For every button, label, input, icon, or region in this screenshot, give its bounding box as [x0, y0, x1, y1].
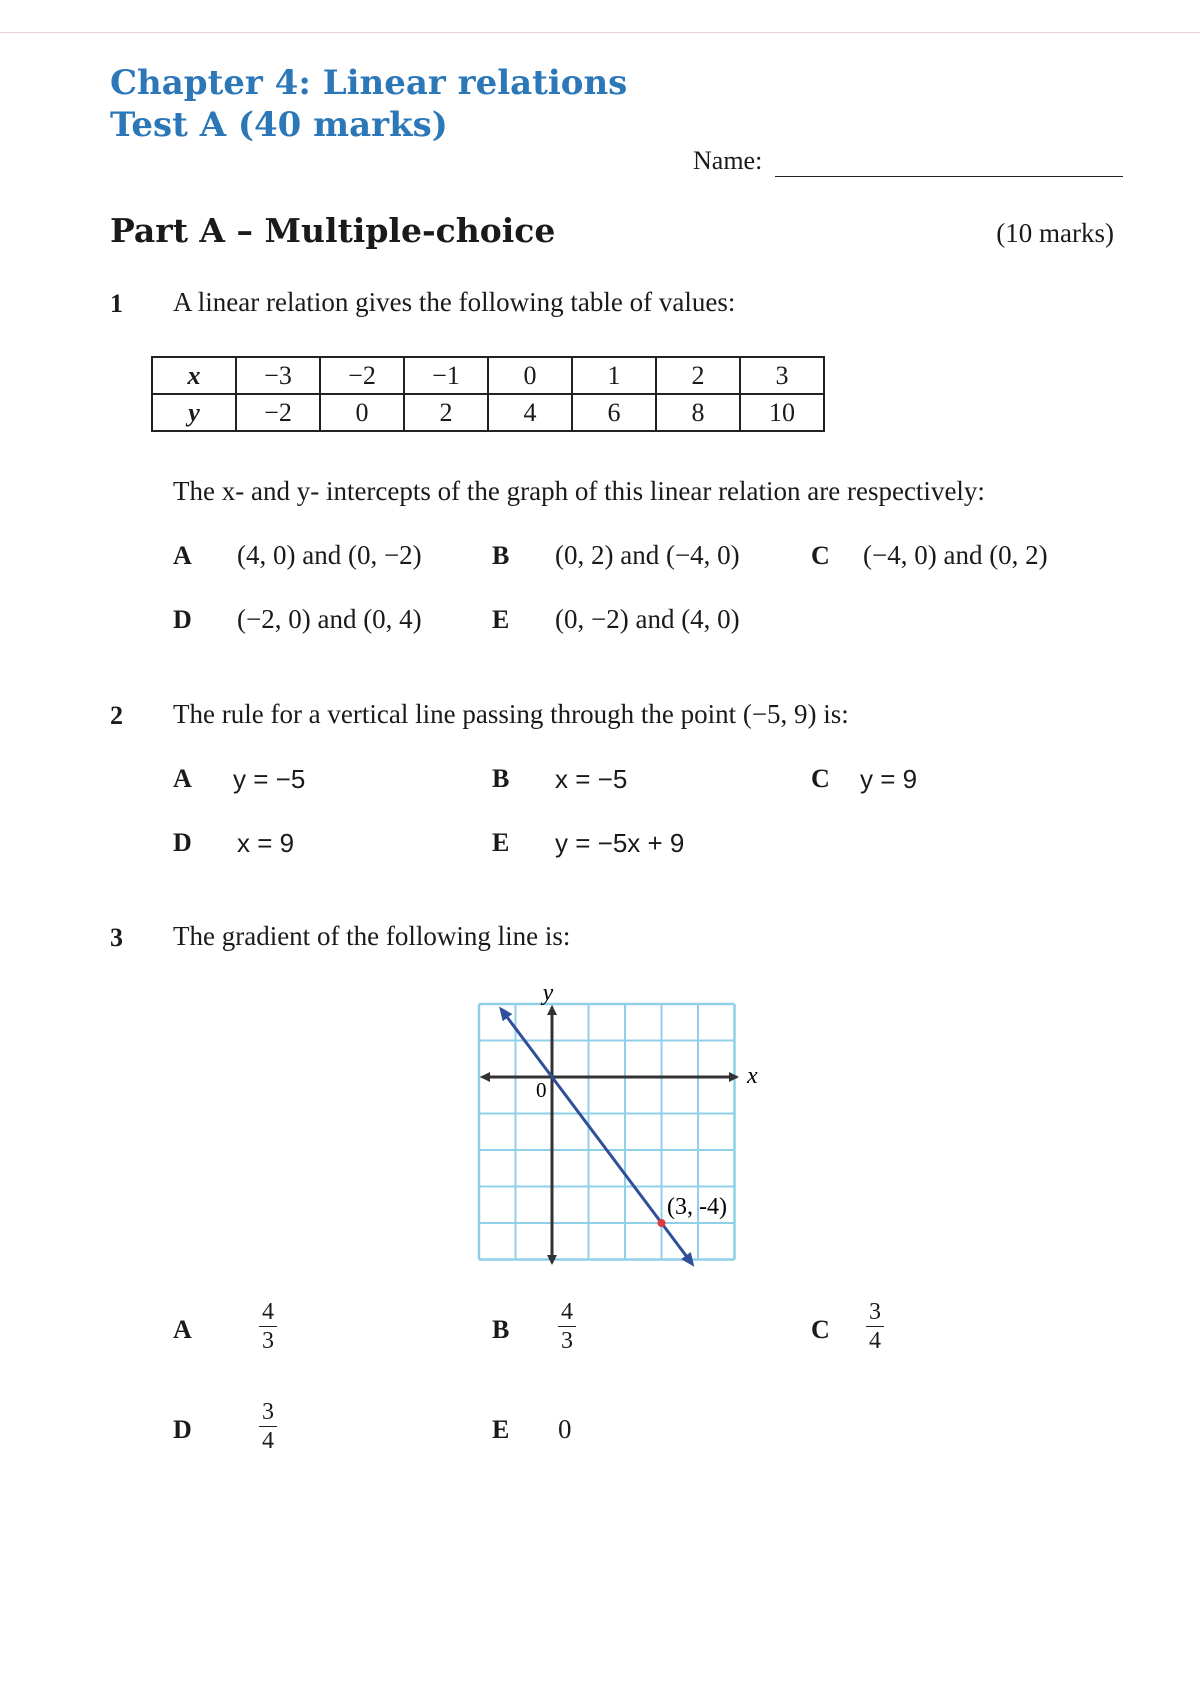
question-number-3: 3 — [110, 923, 123, 952]
plotted-line-arrow-up — [501, 1009, 552, 1077]
fraction-numerator: 4 — [561, 1299, 573, 1325]
fraction-denominator: 3 — [558, 1326, 576, 1355]
option-2c[interactable]: y = 9 — [860, 764, 918, 794]
question-text-2: The rule for a vertical line passing through the point (−5, 9) is: — [173, 699, 849, 729]
option-3c[interactable] — [866, 1298, 884, 1355]
option-3e[interactable]: 0 — [558, 1414, 572, 1444]
question-text-3: The gradient of the following line is: — [173, 921, 571, 951]
fraction-numerator: 3 — [869, 1299, 881, 1325]
top-divider — [0, 32, 1200, 33]
option-letter-2e: E — [492, 828, 510, 857]
option-letter-1c: C — [811, 541, 830, 570]
test-title: Test A (40 marks) — [110, 105, 448, 145]
option-letter-2d: D — [173, 828, 192, 857]
fraction-denominator: 4 — [259, 1426, 277, 1455]
option-3a[interactable] — [259, 1298, 277, 1355]
x-axis-label: x — [747, 1063, 758, 1089]
table-row — [152, 357, 824, 394]
option-letter-3e: E — [492, 1415, 510, 1444]
chapter-title: Chapter 4: Linear relations — [110, 63, 628, 103]
option-letter-3d: D — [173, 1415, 192, 1444]
table-cell: 0 — [320, 394, 404, 431]
table-header-x: x — [152, 357, 236, 394]
name-label: Name: — [693, 146, 763, 175]
table-cell: −1 — [404, 357, 488, 394]
table-header-y: y — [152, 394, 236, 431]
table-cell: 4 — [488, 394, 572, 431]
option-letter-1d: D — [173, 605, 192, 634]
option-letter-2a: A — [173, 764, 192, 793]
option-letter-1b: B — [492, 541, 510, 570]
table-cell: 2 — [656, 357, 740, 394]
option-letter-1a: A — [173, 541, 192, 570]
graph-grid — [479, 1004, 735, 1260]
table-cell: −3 — [236, 357, 320, 394]
question-text-1: A linear relation gives the following table of values: — [173, 287, 736, 317]
option-2d[interactable]: x = 9 — [237, 828, 295, 858]
option-2b[interactable]: x = −5 — [555, 764, 628, 794]
table-cell: −2 — [236, 394, 320, 431]
table-cell: 2 — [404, 394, 488, 431]
option-letter-3b: B — [492, 1315, 510, 1344]
values-table — [151, 356, 825, 432]
option-letter-1e: E — [492, 605, 510, 634]
option-letter-3c: C — [811, 1315, 830, 1344]
option-3d[interactable] — [259, 1398, 277, 1455]
option-1b[interactable]: (0, 2) and (−4, 0) — [555, 540, 740, 570]
part-heading: Part A – Multiple-choice — [110, 211, 556, 250]
line-graph — [470, 975, 770, 1275]
fraction-numerator: 4 — [262, 1299, 274, 1325]
name-field[interactable] — [775, 176, 1123, 177]
option-letter-2b: B — [492, 764, 510, 793]
option-letter-3a: A — [173, 1315, 192, 1344]
question-number-2: 2 — [110, 701, 123, 730]
question-number-1: 1 — [110, 289, 123, 318]
table-cell: 0 — [488, 357, 572, 394]
y-axis-label: y — [542, 980, 554, 1006]
part-marks: (10 marks) — [996, 218, 1114, 248]
table-cell: 1 — [572, 357, 656, 394]
option-1e[interactable]: (0, −2) and (4, 0) — [555, 604, 740, 634]
fraction-numerator: 3 — [262, 1399, 274, 1425]
option-2e[interactable]: y = −5x + 9 — [555, 828, 685, 858]
table-row — [152, 394, 824, 431]
origin-label: 0 — [536, 1078, 547, 1102]
table-cell: −2 — [320, 357, 404, 394]
point-label: (3, -4) — [667, 1194, 727, 1220]
fraction-denominator: 4 — [866, 1326, 884, 1355]
option-1a[interactable]: (4, 0) and (0, −2) — [237, 540, 422, 570]
option-letter-2c: C — [811, 764, 830, 793]
question-prompt-1: The x- and y- intercepts of the graph of this linear relation are respectively: — [173, 476, 985, 506]
table-cell: 10 — [740, 394, 824, 431]
fraction-denominator: 3 — [259, 1326, 277, 1355]
plotted-line — [552, 1077, 693, 1264]
table-cell: 3 — [740, 357, 824, 394]
option-1d[interactable]: (−2, 0) and (0, 4) — [237, 604, 422, 634]
point-marker — [658, 1219, 666, 1227]
table-cell: 8 — [656, 394, 740, 431]
option-2a[interactable]: y = −5 — [233, 764, 306, 794]
option-3b[interactable] — [558, 1298, 576, 1355]
table-cell: 6 — [572, 394, 656, 431]
option-1c[interactable]: (−4, 0) and (0, 2) — [863, 540, 1048, 570]
